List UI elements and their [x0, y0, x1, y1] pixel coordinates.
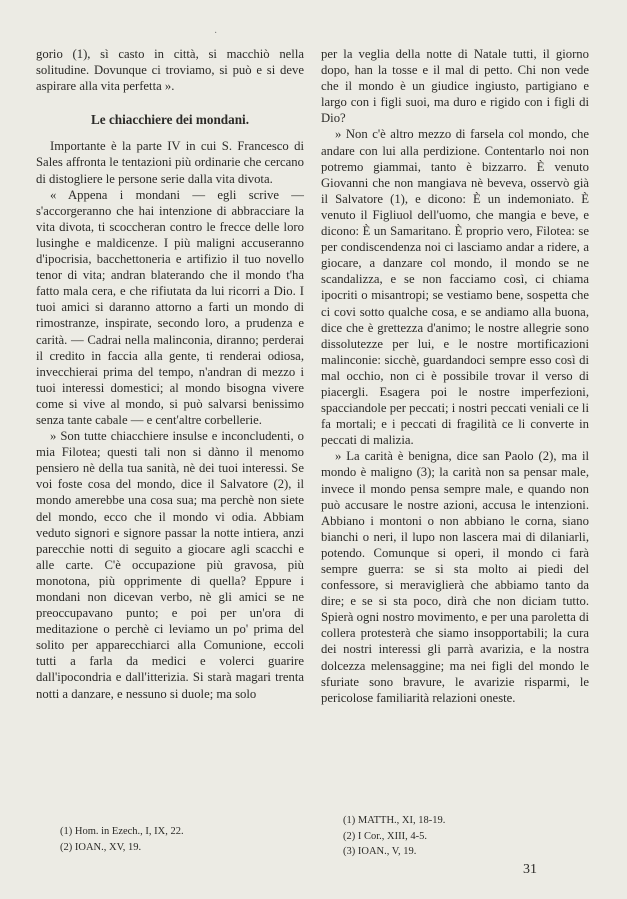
footnotes-left	[60, 824, 184, 855]
paragraph: Importante è la parte IV in cui S. Francesco di Sales affronta le tentazioni più ordinarie che cercano di distogliere le persone serie dalla vita divota.	[36, 139, 304, 186]
footnote: (1) Hom. in Ezech., I, IX, 22.	[60, 826, 184, 837]
paragraph: » Son tutte chiacchiere insulse e inconcludenti, o mia Filotea; questi tali non si dànno il menomo pensiero nè della tua sanità, nè dei tuoi interessi. Se voi foste cosa del mondo, dice il Salvatore (2), il mondo amerebbe una cosa sua; ma perchè non siete del mondo, ecco che il mondo vi odia. Abbiam veduto signori e signore passar la notte intiera, anzi parecchie notti di seguito a giocare agli scacchi e alle carte. C'è occupazione più gravosa, più monotona, più opprimente di quella? Eppure i mondani non dicevan verbo, nè gli amici se ne preoccupavano punto; e poi per un'ora di meditazione o perchè ci leviamo un po' prima del solito per apparecchiarci alla Comunione, eccoli tutti a farla da medici e volerci guarire dall'ipocondria e dall'itterizia. Si starà magari trenta notti a danzare, e nessuno si duole; ma solo	[36, 429, 304, 701]
paragraph-intro: gorio (1), sì casto in città, si macchiò nella solitudine. Dovunque ci troviamo, si può e si deve aspirare alla vita perfetta ».	[36, 47, 304, 94]
footnote: (2) IOAN., XV, 19.	[60, 841, 142, 853]
section-heading: Le chiacchiere dei mondani.	[91, 112, 249, 128]
paragraph: per la veglia della notte di Natale tutti, il giorno dopo, han la tosse e il mal di petto. Chi non vede che il mondo è un giudice ingiusto, partigiano e largo con i figli suoi, ma duro e rigido con i figli di Dio?	[321, 47, 589, 126]
footnote: (3) IOAN., V, 19.	[343, 846, 417, 857]
paragraph: « Appena i mondani — egli scrive — s'accorgeranno che hai intenzione di abbracciare la vita divota, ti scoccheran contro le frecce delle loro lusinghe e maldicenze. I più maligni accuseranno d'ipocrisia, bacchettoneria e artifizio il tuo novello tenor di vita; andran blaterando che il mondo t'ha fatto mala cera, e che rifiutata da lui ricorri a Dio. I tuoi amici si daranno attorno a farti un mondo di rimostranze, inspirate, secondo loro, a prudenza e carità. — Cadrai nella malinconia, diranno; perderai il credito in faccia alla gente, ti renderai odiosa, invecchierai prima del tempo, n'andran di mezzo i tuoi interessi domestici; al mondo bisogna vivere come si vive al mondo, si può salvarsi benissimo senza tante cabale — e cent'altre corbellerie.	[36, 187, 304, 427]
paragraph: » Non c'è altro mezzo di farsela col mondo, che andare con lui alla perdizione. Contentarlo noi non potremo giammai, tanto è bizzarro. È venuto Giovanni che non mangiava nè beveva, osservò già il Salvatore (1), e dicono: È un indemoniato. È venuto il Figliuol dell'uomo, che mangia e beve, e dicono: È un Samaritano. È proprio vero, Filotea: se per condiscendenza noi ci lasciamo andar a ridere, a giocare, a danzare col mondo, il mondo se ne scandalizza, e se non facciamo così, ci chiama ipocriti o misantropi; se vestiamo bene, sospetta che ci covi sotto qualche cosa, e se andiamo alla buona, dice che è grettezza d'animo; le nostre allegrie sono dissolutezze per lui, e le nostre mortificazioni malinconie: sicchè, guardandoci sempre esso così di mal occhio, non ci è possibile trovar il verso di piacergli. Esagera poi le nostre imperfezioni, spacciandole per peccati; i nostri peccati veniali ce li fa mortali; e i peccati di fragilità ce li converte in peccati di malizia.	[321, 127, 589, 448]
footnote: (2) I Cor., XIII, 4-5.	[343, 830, 427, 842]
footnotes-right	[343, 813, 445, 860]
footnote: (1) MATTH., XI, 18-19.	[343, 815, 446, 826]
page-number: 31	[523, 862, 537, 877]
paragraph: » La carità è benigna, dice san Paolo (2), ma il mondo è maligno (3); la carità non sa pensar male, invece il mondo pensa sempre male, e quando non può accusare le nostre azioni, accusa le intenzioni. Abbiano i montoni o non abbiano le corna, siano bianchi o neri, il lupo non lascera mai di dilaniarli, potendo. Comunque si operi, il mondo ci farà sempre guerra: se si sta molto ai piedi del confessore, si meraviglierà che abbiamo tanto da dire; e se si sta poco, dirà che non diciam tutto. Spierà ogni nostro movimento, e per una paroletta di collera protesterà che siamo insopportabili; la cura dei nostri interessi gli parrà avarizia, e la nostra dolcezza melensaggine; ma nei figli del mondo le sfuriate sono bravure, le avarizie risparmi, le pericolose familiarità relazioni oneste.	[321, 449, 589, 705]
left-column	[36, 46, 304, 702]
top-mark: ·	[214, 28, 218, 39]
right-column	[321, 46, 589, 706]
